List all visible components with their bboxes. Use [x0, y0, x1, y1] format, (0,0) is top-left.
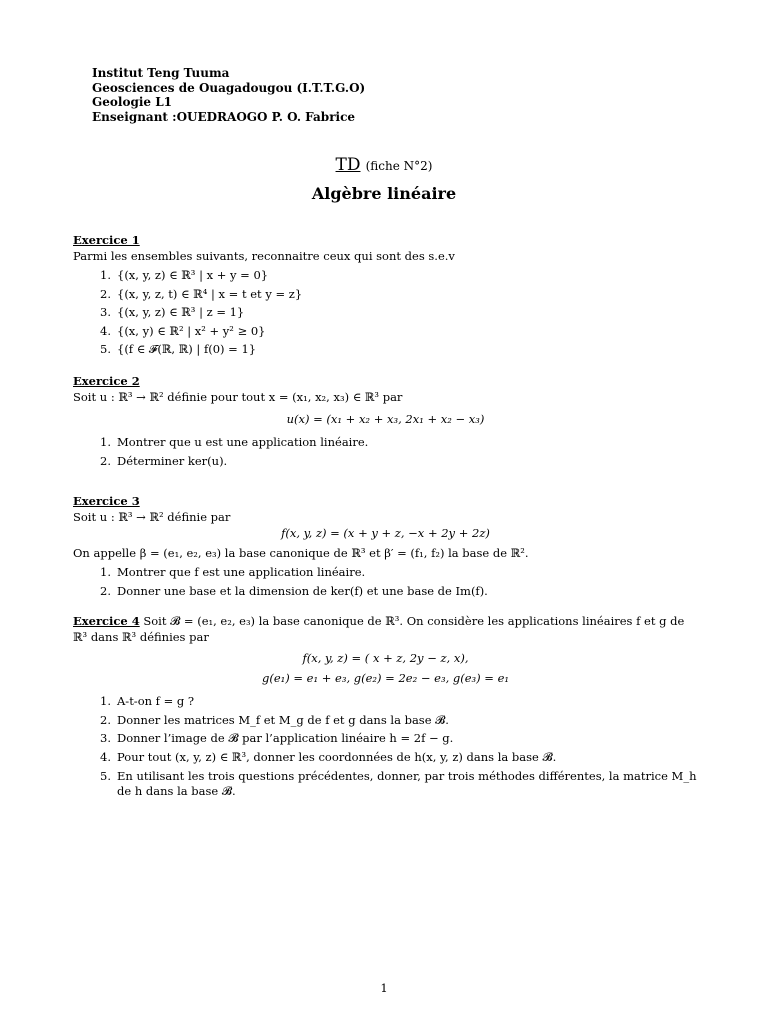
- exercise-3-list: [73, 563, 698, 600]
- exercise-3-title: Exercice 3: [73, 494, 140, 508]
- item-number: 3.: [100, 731, 111, 745]
- item-number: 5.: [100, 769, 111, 783]
- item-text: Montrer que f est une application linéaire.: [117, 565, 366, 579]
- item-text: Donner une base et la dimension de ker(f) et une base de Im(f).: [117, 583, 488, 598]
- item-number: 5.: [100, 342, 111, 356]
- exercise-4-intro: Soit 𝓑 = (e₁, e₂, e₃) la base canonique de ℝ³. On considère les applications linéaires f et g de ℝ³ dans ℝ³ définies par: [73, 614, 685, 644]
- item-number: 1.: [100, 268, 111, 282]
- item-text: A-t-on f = g ?: [117, 694, 195, 708]
- item-number: 1.: [100, 694, 111, 708]
- course-level: Geologie L1: [92, 95, 172, 109]
- item-text: En utilisant les trois questions précédentes, donner, par trois méthodes différentes, la matrice M_h de h dans la base 𝓑.: [117, 769, 697, 798]
- page-title: Algèbre linéaire: [311, 184, 457, 203]
- exercise-4-title: Exercice 4: [73, 614, 140, 628]
- exercise-3-intro: Soit u : ℝ³ → ℝ² définie par: [73, 510, 231, 524]
- school-name: Geosciences de Ouagadougou (I.T.T.G.O): [92, 80, 366, 95]
- list-item: [73, 285, 698, 304]
- list-item: [73, 711, 698, 730]
- exercise-1-list: [73, 266, 698, 359]
- list-item: [73, 433, 698, 452]
- item-number: 3.: [100, 305, 111, 319]
- list-item: [73, 303, 698, 322]
- exercise-2: [73, 373, 698, 470]
- item-number: 2.: [100, 583, 111, 598]
- exercise-3-text: On appelle β = (e₁, e₂, e₃) la base canonique de ℝ³ et β′ = (f₁, f₂) la base de ℝ².: [73, 546, 529, 560]
- exercise-2-list: [73, 433, 698, 470]
- exercise-2-title: Exercice 2: [73, 374, 140, 388]
- item-text: Donner l’image de 𝓑 par l’application linéaire h = 2f − g.: [117, 731, 454, 745]
- list-item: [73, 729, 698, 748]
- item-text: {(x, y, z) ∈ ℝ³ | z = 1}: [117, 305, 245, 319]
- exercise-2-intro: Soit u : ℝ³ → ℝ² définie pour tout x = (x₁, x₂, x₃) ∈ ℝ³ par: [73, 390, 403, 404]
- exercise-3: [73, 493, 698, 600]
- list-item: [73, 452, 698, 471]
- exercise-4-list: [73, 692, 698, 799]
- item-text: {(x, y, z) ∈ ℝ³ | x + y = 0}: [117, 268, 269, 282]
- td-heading: [0, 155, 768, 175]
- list-item: [73, 266, 698, 285]
- list-item: [73, 322, 698, 341]
- list-item: [73, 340, 698, 359]
- page-number: 1: [380, 981, 388, 995]
- item-number: 4.: [100, 323, 111, 338]
- institution-name: Institut Teng Tuuma: [92, 66, 230, 80]
- list-item: [73, 769, 698, 799]
- exercise-1-intro: Parmi les ensembles suivants, reconnaitre ceux qui sont des s.e.v: [73, 249, 455, 263]
- item-text: Pour tout (x, y, z) ∈ ℝ³, donner les coordonnées de h(x, y, z) dans la base 𝓑.: [117, 749, 557, 764]
- item-number: 1.: [100, 435, 111, 449]
- document-header: [92, 66, 365, 124]
- item-text: {(f ∈ 𝓕(ℝ, ℝ) | f(0) = 1}: [117, 342, 257, 356]
- exercise-3-formula: f(x, y, z) = (x + y + z, −x + 2y + 2z): [281, 526, 490, 540]
- list-item: [73, 748, 698, 767]
- exercise-4-intro-block: [73, 613, 698, 645]
- teacher-name: Enseignant :OUEDRAOGO P. O. Fabrice: [92, 109, 356, 124]
- item-number: 2.: [100, 712, 111, 727]
- exercise-1-title: Exercice 1: [73, 233, 140, 247]
- exercise-4-formula-g: g(e₁) = e₁ + e₃, g(e₂) = 2e₂ − e₃, g(e₃) = e₁: [261, 671, 509, 685]
- item-text: {(x, y, z, t) ∈ ℝ⁴ | x = t et y = z}: [117, 286, 303, 301]
- item-number: 2.: [100, 453, 111, 468]
- list-item: [73, 563, 698, 582]
- item-text: Montrer que u est une application linéaire.: [117, 435, 369, 449]
- item-text: Déterminer ker(u).: [117, 453, 228, 468]
- exercise-2-formula: u(x) = (x₁ + x₂ + x₃, 2x₁ + x₂ − x₃): [286, 412, 485, 426]
- list-item: [73, 692, 698, 711]
- td-label: TD: [335, 155, 361, 175]
- item-text: {(x, y) ∈ ℝ² | x² + y² ≥ 0}: [117, 323, 266, 338]
- item-text: Donner les matrices M_f et M_g de f et g dans la base 𝓑.: [117, 712, 449, 727]
- exercise-1: [73, 232, 698, 359]
- exercise-4-formula-f: f(x, y, z) = ( x + z, 2y − z, x),: [302, 651, 469, 665]
- list-item: [73, 582, 698, 601]
- exercise-4: [73, 613, 698, 799]
- item-number: 1.: [100, 565, 111, 579]
- fiche-number: (fiche N°2): [365, 159, 433, 173]
- item-number: 4.: [100, 749, 111, 764]
- item-number: 2.: [100, 286, 111, 301]
